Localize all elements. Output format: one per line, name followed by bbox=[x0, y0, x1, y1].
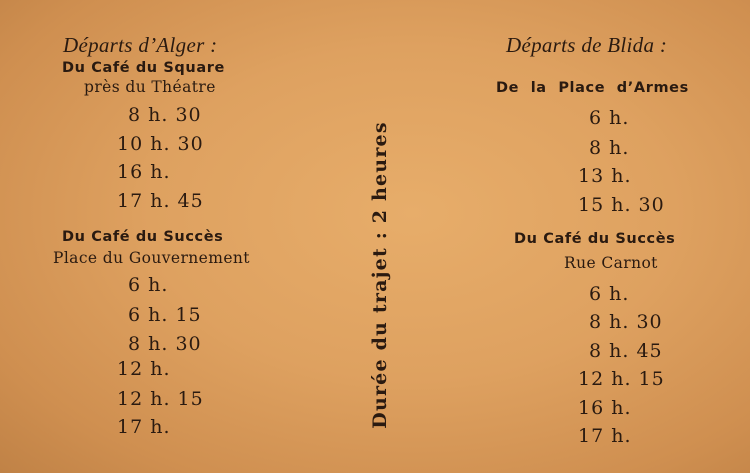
left-group2-subheading: Place du Gouvernement bbox=[53, 249, 250, 267]
left-group1-time: 10 h. 30 bbox=[117, 133, 204, 155]
left-group1-subheading: près du Théatre bbox=[84, 78, 216, 96]
right-group1-time: 15 h. 30 bbox=[578, 194, 665, 216]
left-group1-time: 16 h. bbox=[117, 161, 171, 183]
trip-duration-label: Durée du trajet : 2 heures bbox=[369, 121, 391, 429]
left-group2-time: 6 h. 15 bbox=[128, 304, 202, 326]
left-group2-time: 17 h. bbox=[117, 416, 171, 438]
left-group1-time: 17 h. 45 bbox=[117, 190, 204, 212]
left-title: Départs d’Alger : bbox=[63, 33, 218, 57]
right-group1-time: 6 h. bbox=[589, 107, 630, 129]
right-group2-time: 12 h. 15 bbox=[578, 368, 665, 390]
right-group1-heading: De la Place d’Armes bbox=[496, 80, 689, 96]
left-group2-heading: Du Café du Succès bbox=[62, 229, 224, 245]
left-group2-time: 8 h. 30 bbox=[128, 333, 202, 355]
right-title: Départs de Blida : bbox=[506, 33, 668, 57]
right-group1-time: 13 h. bbox=[578, 165, 632, 187]
left-group1-heading: Du Café du Square bbox=[62, 60, 225, 76]
right-group2-time: 6 h. bbox=[589, 283, 630, 305]
left-group1-time: 8 h. 30 bbox=[128, 104, 202, 126]
right-group2-subheading: Rue Carnot bbox=[564, 254, 658, 272]
left-group2-time: 12 h. 15 bbox=[117, 388, 204, 410]
right-group2-time: 16 h. bbox=[578, 397, 632, 419]
right-group2-time: 8 h. 30 bbox=[589, 311, 663, 333]
right-group2-time: 8 h. 45 bbox=[589, 340, 663, 362]
left-group2-time: 6 h. bbox=[128, 274, 169, 296]
right-group2-time: 17 h. bbox=[578, 425, 632, 447]
left-group2-time: 12 h. bbox=[117, 358, 171, 380]
right-group1-time: 8 h. bbox=[589, 137, 630, 159]
right-group2-heading: Du Café du Succès bbox=[514, 231, 676, 247]
